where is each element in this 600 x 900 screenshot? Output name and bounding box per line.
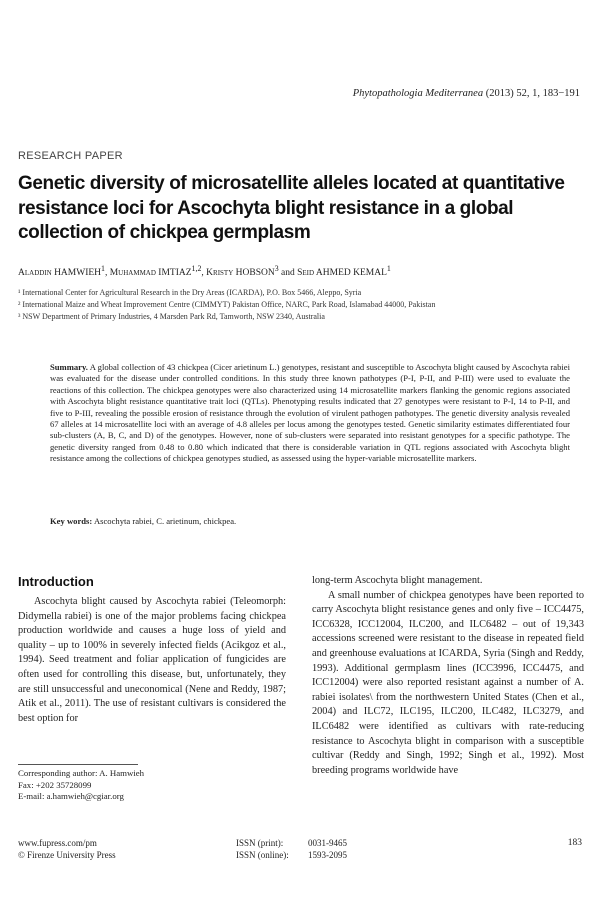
publisher-website: www.fupress.com/pm — [18, 838, 97, 848]
section-heading-introduction: Introduction — [18, 574, 94, 589]
author-affiliation-ref: 1 — [101, 264, 105, 273]
corresponding-author: Corresponding author: A. Hamwieh — [18, 768, 145, 778]
author-name: Aladdin HAMWIEH — [18, 268, 102, 279]
author-name: Kristy HOBSON — [206, 268, 275, 279]
issn-print: 0031-9465 — [308, 838, 347, 848]
affiliation: ¹ International Center for Agricultural Research in the Dry Areas (ICARDA), P.O. Box 5466, Aleppo, Syria — [18, 288, 362, 297]
affiliations — [18, 287, 518, 323]
publisher-copyright: © Firenze University Press — [18, 849, 116, 860]
body-column-right — [312, 574, 584, 778]
body-paragraph: A small number of chickpea genotypes have been reported to carry Ascochyta blight resistance genes and only five – ICC4475, ICC6328, ICC12004, ILC200, and ILC6482 – out of 19,343 accessions screened were resistant to the disease in repeated field and greenhouse evaluations at ICARDA, Syria (Singh and Reddy, 1993). Additional germplasm lines (ICC3996, ICC4475, and ICC12004) were also reported resistant against a number of A. rabiei isolates\ from the northwestern United States (Chen et al., 2004) and ILC72, ILC195, ILC200, ILC482, ILC3279, and ILC6482 were identified as cultivars with rate-reducing resistance to Ascochyta blight in comparison with a susceptible cultivar (Reddy and Singh, 1992; Singh et al., 1992). Most breeding programs worldwide have — [312, 589, 584, 776]
author-name: Seid AHMED KEMAL — [297, 268, 387, 279]
issn-print-label: ISSN (print): — [236, 838, 284, 848]
abstract — [50, 362, 570, 465]
correspondence-note — [18, 768, 278, 803]
issn-online: 1593-2095 — [308, 849, 347, 860]
abstract-label: Summary. — [50, 362, 88, 372]
footer-publisher — [18, 838, 116, 861]
abstract-text: A global collection of 43 chickpea (Cicer arietinum L.) genotypes, resistant and susceptible to Ascochyta blight caused by Ascochyta rabiei was evaluated for the disease under controlled conditions. In this study three known pathotypes (P-I, P-II, and P-III) were used to evaluate the reactions of this collection. The chickpea genotypes were also characterized using 14 microsatellite markers flanking the genomic regions associated with Ascochyta blight resistance quantitative trait loci (QTLs). Phenotyping results indicated that 27 genotypes were resistant to P-I, 14 to P-II, and five to P-III, revealing the possible erosion of resistance through the evolution of virulent pathogen pathotypes. The genetic diversity analysis revealed 67 alleles at 14 microsatellite loci with an average of 4.8 alleles per locus among the genotypes tested. Genetic similarity estimates differentiated four sub-clusters (A, B, C, and D) of the genotypes. However, none of sub-clusters were separated into resistant genotypes for a specific pathotype. The genetic diversity ranged from 0.48 to 0.80 which indicated that there is considerable variation in QTL regions associated with Ascochyta blight resistance among the collections of chickpea genotypes studied, as assessed using the hyper-variable microsatellite markers. — [50, 362, 570, 464]
author-affiliation-ref: 1 — [386, 264, 391, 273]
body-column-left — [18, 574, 286, 726]
body-paragraph: Ascochyta blight caused by Ascochyta rabiei (Teleomorph: Didymella rabiei) is one of the major problems facing chickpea production worldwide and causes a huge loss of yield and quality – up to 100% in severely infected fields (Acikgoz et al., 1994). Seed treatment and foliar application of fungicides are often used for controlling this disease, but, unfortunately, they are still unsuccessful and uneconomical (Nene and Reddy, 1987; Atik et al., 2011). The use of resistant cultivars is considered the best option for — [18, 596, 286, 724]
fax-number: Fax: +202 35728099 — [18, 779, 92, 790]
issn-online-label: ISSN (online): — [236, 849, 289, 860]
page-number: 183 — [567, 838, 582, 848]
body-paragraph-continued: long-term Ascochyta blight management. — [312, 575, 483, 586]
author-list: Aladdin HAMWIEH$^1$, Muhammad IMTIAZ$^{1,2}$, Kristy HOBSON$^3$ and Seid AHMED KEMAL$^1$ — [18, 264, 391, 279]
author-affiliation-ref: 1,2 — [191, 264, 202, 273]
keywords-label: Key words: — [50, 516, 93, 526]
footnote-divider — [18, 764, 138, 765]
keywords-text: Ascochyta rabiei, C. arietinum, chickpea. — [93, 516, 237, 526]
affiliation: ³ NSW Department of Primary Industries, 4 Marsden Park Rd, Tamworth, NSW 2340, Australia — [18, 312, 325, 321]
journal-name: Phytopathologia Mediterranea — [352, 88, 484, 99]
article-title: Genetic diversity of microsatellite alleles located at quantitative resistance loci for Ascochyta blight resistance in a global collection of chickpea germplasm — [18, 173, 565, 243]
keywords — [50, 516, 570, 526]
section-label: RESEARCH PAPER — [18, 150, 123, 162]
author-name: Muhammad IMTIAZ — [109, 268, 192, 279]
email-address: E-mail: a.hamwieh@cgiar.org — [18, 791, 124, 801]
author-affiliation-ref: 3 — [274, 264, 279, 273]
affiliation: ² International Maize and Wheat Improvement Centre (CIMMYT) Pakistan Office, NARC, Park Road, Islamabad 44000, Pakistan — [18, 300, 436, 309]
citation-volume: (2013) 52, 1, 183−191 — [485, 88, 580, 99]
footer-issn — [236, 838, 347, 861]
journal-citation — [353, 88, 580, 99]
